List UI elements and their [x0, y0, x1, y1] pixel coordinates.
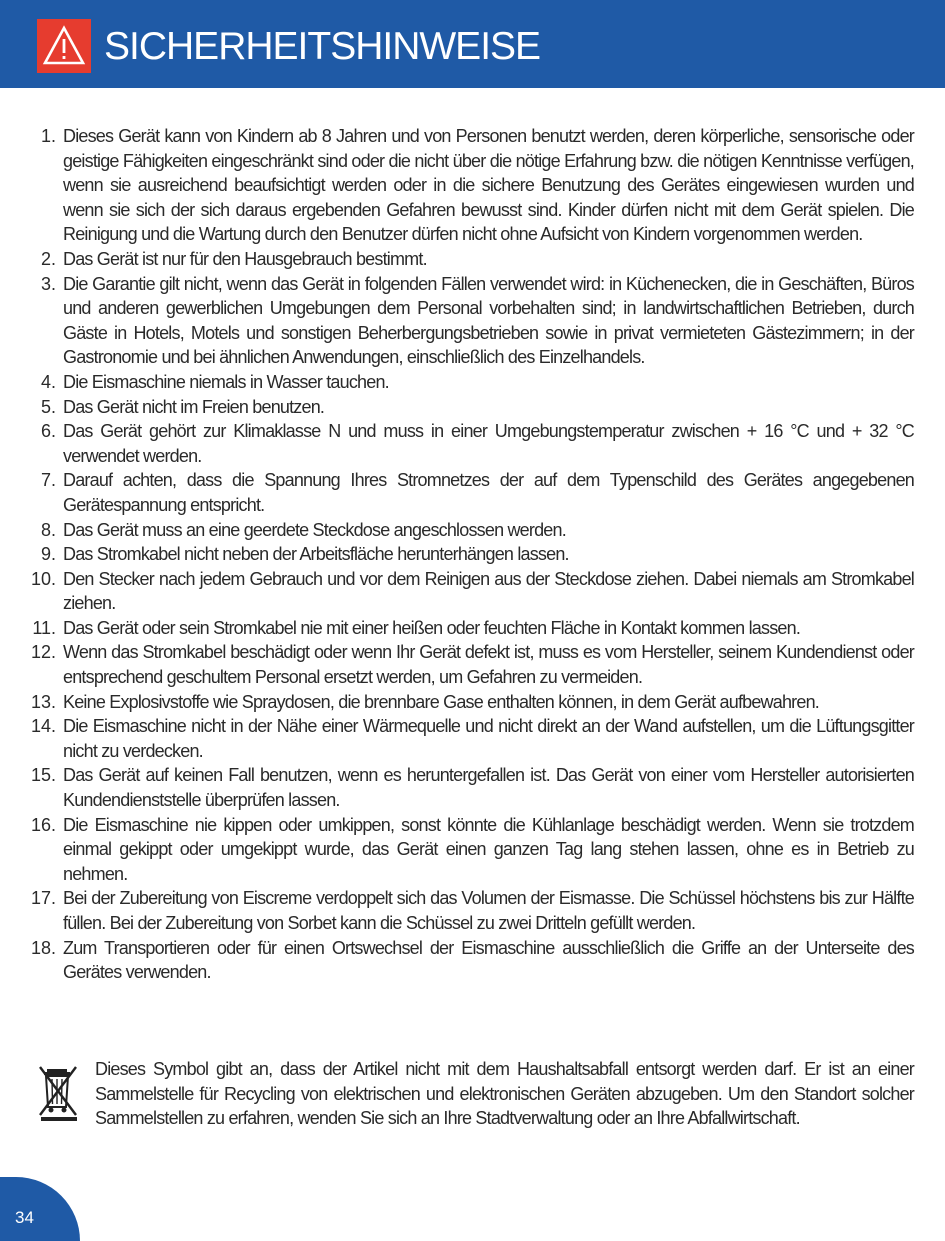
list-item-number: 4. — [40, 371, 56, 392]
list-item-text: Den Stecker nach jedem Gebrauch und vor dem Reinigen aus der Steckdose ziehen. Dabei niemals am Stromkabel ziehen. — [63, 568, 914, 614]
weee-notice — [0, 1057, 945, 1131]
list-item — [0, 616, 945, 641]
list-item — [0, 640, 945, 689]
list-item-number: 3. — [40, 273, 56, 294]
list-item-text: Die Eismaschine niemals in Wasser tauchen. — [63, 371, 389, 392]
list-item-number: 5. — [40, 396, 56, 417]
list-item-number: 13. — [30, 691, 56, 712]
list-item-text: Das Gerät muss an eine geerdete Steckdose angeschlossen werden. — [63, 519, 566, 540]
list-item — [0, 886, 945, 935]
list-item — [0, 936, 945, 985]
list-item-number: 2. — [40, 248, 56, 269]
list-item — [0, 419, 945, 468]
list-item-text: Keine Explosivstoffe wie Spraydosen, die brennbare Gase enthalten können, in dem Gerät aufbewahren. — [63, 691, 819, 712]
page-number-tab — [0, 1177, 80, 1241]
crossed-out-bin-icon — [37, 1063, 81, 1121]
list-item-text: Das Gerät auf keinen Fall benutzen, wenn es heruntergefallen ist. Das Gerät von einer vom Hersteller autorisierten Kundendienststelle überprüfen lassen. — [63, 765, 914, 811]
list-item-number: 15. — [30, 765, 56, 786]
list-item-number: 18. — [30, 937, 56, 958]
list-item-number: 17. — [30, 888, 56, 909]
list-item — [0, 690, 945, 715]
list-item — [0, 542, 945, 567]
list-item-text: Dieses Gerät kann von Kindern ab 8 Jahren und von Personen benutzt werden, deren körperliche, sensorische oder geistige Fähigkeiten eingeschränkt sind oder die nicht über die nötige Erfahrung bzw. die nötigen Kenntnisse verfügen, wenn sie ausreichend beaufsichtigt werden oder in die sichere Benutzung des Gerätes eingewiesen wurden und wenn sie sich der sich daraus ergebenden Gefahren bewusst sind. Kinder dürfen nicht mit dem Gerät spielen. Die Reinigung und die Wartung durch den Benutzer dürfen nicht ohne Aufsicht von Kindern vorgenommen werden. — [63, 126, 914, 245]
list-item-number: 1. — [40, 126, 56, 146]
warning-triangle-icon — [37, 19, 91, 73]
weee-text: Dieses Symbol gibt an, dass der Artikel nicht mit dem Haushaltsabfall entsorgt werden darf. Er ist an einer Sammelstelle für Recycling von elektrischen und elektronischen Geräten abzugeben. Um den Standort solcher Sammelstellen zu erfahren, wenden Sie sich an Ihre Stadtverwaltung oder an Ihre Abfallwirtschaft. — [95, 1059, 914, 1129]
list-item — [0, 518, 945, 543]
list-item-text: Bei der Zubereitung von Eiscreme verdoppelt sich das Volumen der Eismasse. Die Schüssel höchstens bis zur Hälfte füllen. Bei der Zubereitung von Sorbet kann die Schüssel zu zwei Dritteln gefüllt werden. — [63, 888, 914, 933]
list-item-text: Darauf achten, dass die Spannung Ihres Stromnetzes der auf dem Typenschild des Gerätes angegebenen Gerätespannung entspricht. — [63, 470, 914, 515]
list-item-number: 11. — [32, 617, 56, 638]
list-item-text: Die Eismaschine nie kippen oder umkippen, sonst könnte die Kühlanlage beschädigt werden. Wenn sie trotzdem einmal gekippt oder umgekippt wurde, das Gerät einen ganzen Tag lang stehen lassen, ohne es in Betrieb zu nehmen. — [63, 814, 914, 884]
safety-list — [0, 124, 945, 985]
list-item — [0, 468, 945, 517]
page-number: 34 — [15, 1208, 34, 1227]
list-item — [0, 714, 945, 763]
list-item — [0, 567, 945, 616]
list-item-text: Das Gerät ist nur für den Hausgebrauch bestimmt. — [63, 248, 427, 269]
list-item-text: Das Gerät nicht im Freien benutzen. — [63, 396, 325, 417]
list-item — [0, 813, 945, 887]
page-title: SICHERHEITSHINWEISE — [104, 25, 541, 68]
list-item — [0, 247, 945, 272]
list-item-number: 9. — [40, 544, 56, 565]
list-item — [0, 272, 945, 370]
list-item — [0, 763, 945, 812]
list-item — [0, 124, 945, 247]
list-item-number: 8. — [40, 519, 56, 540]
list-item-text: Die Garantie gilt nicht, wenn das Gerät in folgenden Fällen verwendet wird: in Küchenecken, die in Geschäften, Büros und anderen gewerblichen Umgebungen dem Personal vorbehalten sind; in landwirtschaftlichen Betrieben, durch Gäste in Hotels, Motels und sonstigen Beherbergungsbetrieben sowie in privat vermieteten Gästezimmern; in der Gastronomie und bei ähnlichen Anwendungen, einschließlich des Einzelhandels. — [63, 273, 914, 368]
list-item-text: Das Gerät gehört zur Klimaklasse N und muss in einer Umgebungstemperatur zwischen + 16 °C und + 32 °C verwendet werden. — [63, 421, 914, 466]
list-item-number: 12. — [30, 642, 56, 663]
list-item-number: 14. — [30, 716, 56, 737]
list-item-number: 6. — [40, 421, 56, 442]
list-item-text: Wenn das Stromkabel beschädigt oder wenn Ihr Gerät defekt ist, muss es vom Hersteller, seinem Kundendienst oder entsprechend geschultem Personal ersetzt werden, um Gefahren zu vermeiden. — [63, 642, 914, 688]
list-item-text: Die Eismaschine nicht in der Nähe einer Wärmequelle und nicht direkt an der Wand aufstellen, um die Lüftungsgitter nicht zu verdecken. — [63, 716, 914, 761]
list-item-text: Das Gerät oder sein Stromkabel nie mit einer heißen oder feuchten Fläche in Kontakt kommen lassen. — [63, 617, 801, 638]
list-item — [0, 370, 945, 395]
list-item-number: 16. — [30, 814, 56, 835]
list-item — [0, 395, 945, 420]
list-item-number: 7. — [40, 470, 56, 491]
list-item-text: Das Stromkabel nicht neben der Arbeitsfläche herunterhängen lassen. — [63, 544, 569, 565]
list-item-number: 10. — [30, 568, 56, 589]
list-item-text: Zum Transportieren oder für einen Ortswechsel der Eismaschine ausschließlich die Griffe an der Unterseite des Gerätes verwenden. — [63, 937, 914, 983]
